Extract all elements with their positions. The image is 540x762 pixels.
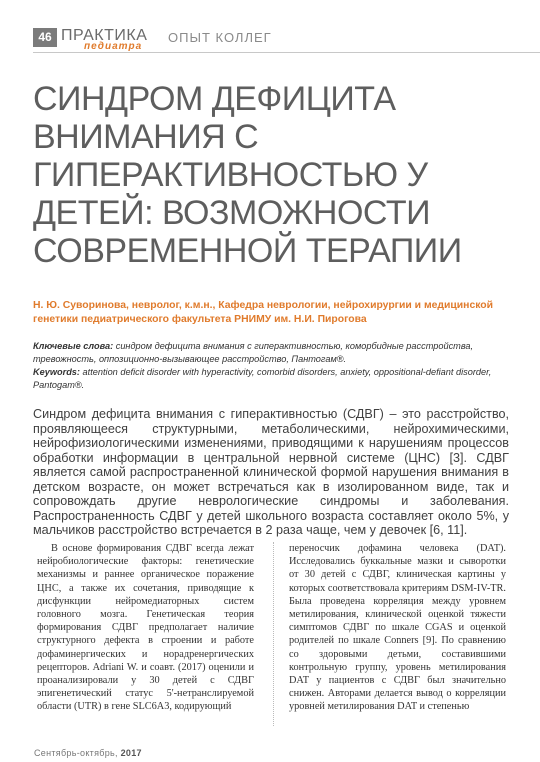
keywords-block: [33, 340, 508, 392]
keywords-en: [33, 366, 508, 392]
footer-year: 2017: [120, 748, 142, 758]
body-column-right: переносчик дофамина человека (DAT). Исследовались буккальные мазки и сыворотки от 30 детей с СДВГ, клиническая картины у которых соответствовала критериям DSM-IV-TR. Была проведена корреляция между уровнем метилирования, клинической оценкой тяжести симптомов СДВГ по шкале CGAS и оценкой родителей по шкале Conners [9]. По сравнению со здоровыми детьми, составившими контрольную группу, уровень метилирования DAT у пациентов с СДВГ был значительно снижен. Авторами делается вывод о корреляции уровней метилирования DAT и степенью: [289, 543, 506, 713]
article-authors: Н. Ю. Суворинова, невролог, к.м.н., Кафедра неврологии, нейрохирургии и медицинской генетики педиатрического факультета РНИМУ им. Н.И. Пирогова: [33, 300, 494, 325]
journal-rubric-subtitle: педиатра: [84, 41, 143, 52]
article-title: СИНДРОМ ДЕФИЦИТА ВНИМАНИЯ С ГИПЕРАКТИВНОСТЬЮ У ДЕТЕЙ: ВОЗМОЖНОСТИ СОВРЕМЕННОЙ ТЕРАПИИ: [33, 80, 462, 270]
keywords-ru-label: Ключевые слова:: [33, 341, 114, 351]
keywords-en-text: attention deficit disorder with hyperactivity, comorbid disorders, anxiety, oppositional-defiant disorder, Pantogam®.: [33, 367, 492, 390]
page-number: 46: [33, 28, 57, 47]
section-title: ОПЫТ КОЛЛЕГ: [168, 30, 272, 45]
page-footer: [34, 748, 142, 758]
body-column-left: В основе формирования СДВГ всегда лежат нейробиологические факторы: генетические механизмы и раннее органическое поражение ЦНС, а также их сочетания, приводящие к дисфункции нейромедиаторных систем головного мозга. Генетическая теория формирования СДВГ предполагает наличие структурного дефекта в строении и работе дофаминергических и норадренергических рецепторов. Adriani W. и соавт. (2017) оценили и проанализировали у 30 детей с СДВГ эпигенетический статус 5'-нетранслируемой области (UTR) в гене SLC6A3, кодирующий: [37, 543, 254, 713]
page-header: [0, 0, 540, 62]
column-divider: [273, 542, 274, 726]
header-divider: [33, 52, 540, 53]
keywords-ru: [33, 340, 508, 366]
keywords-ru-text: синдром дефицита внимания с гиперактивностью, коморбидные расстройства, тревожность, оппозиционно-вызывающее расстройство, Пантогам®.: [33, 341, 474, 364]
footer-issue: Сентябрь-октябрь,: [34, 748, 121, 758]
keywords-en-label: Keywords:: [33, 367, 80, 377]
article-lead: Синдром дефицита внимания с гиперактивностью (СДВГ) – это расстройство, проявляющееся структурными, метаболическими, нейрохимическими, нейрофизиологическими изменениями, приводящими к нарушениям процессов обработки информации в центральной нервной системе (ЦНС) [3]. СДВГ является самой распространенной клинической формой нарушения внимания в детском возрасте, он может встречаться как в изолированном виде, так и сопровождать другие неврологические синдромы и заболевания. Распространенность СДВГ у детей школьного возраста составляет около 5%, у мальчиков расстройство встречается в 2 раза чаще, чем у девочек [6, 11].: [33, 407, 509, 537]
journal-rubric: ПРАКТИКА: [61, 27, 148, 44]
